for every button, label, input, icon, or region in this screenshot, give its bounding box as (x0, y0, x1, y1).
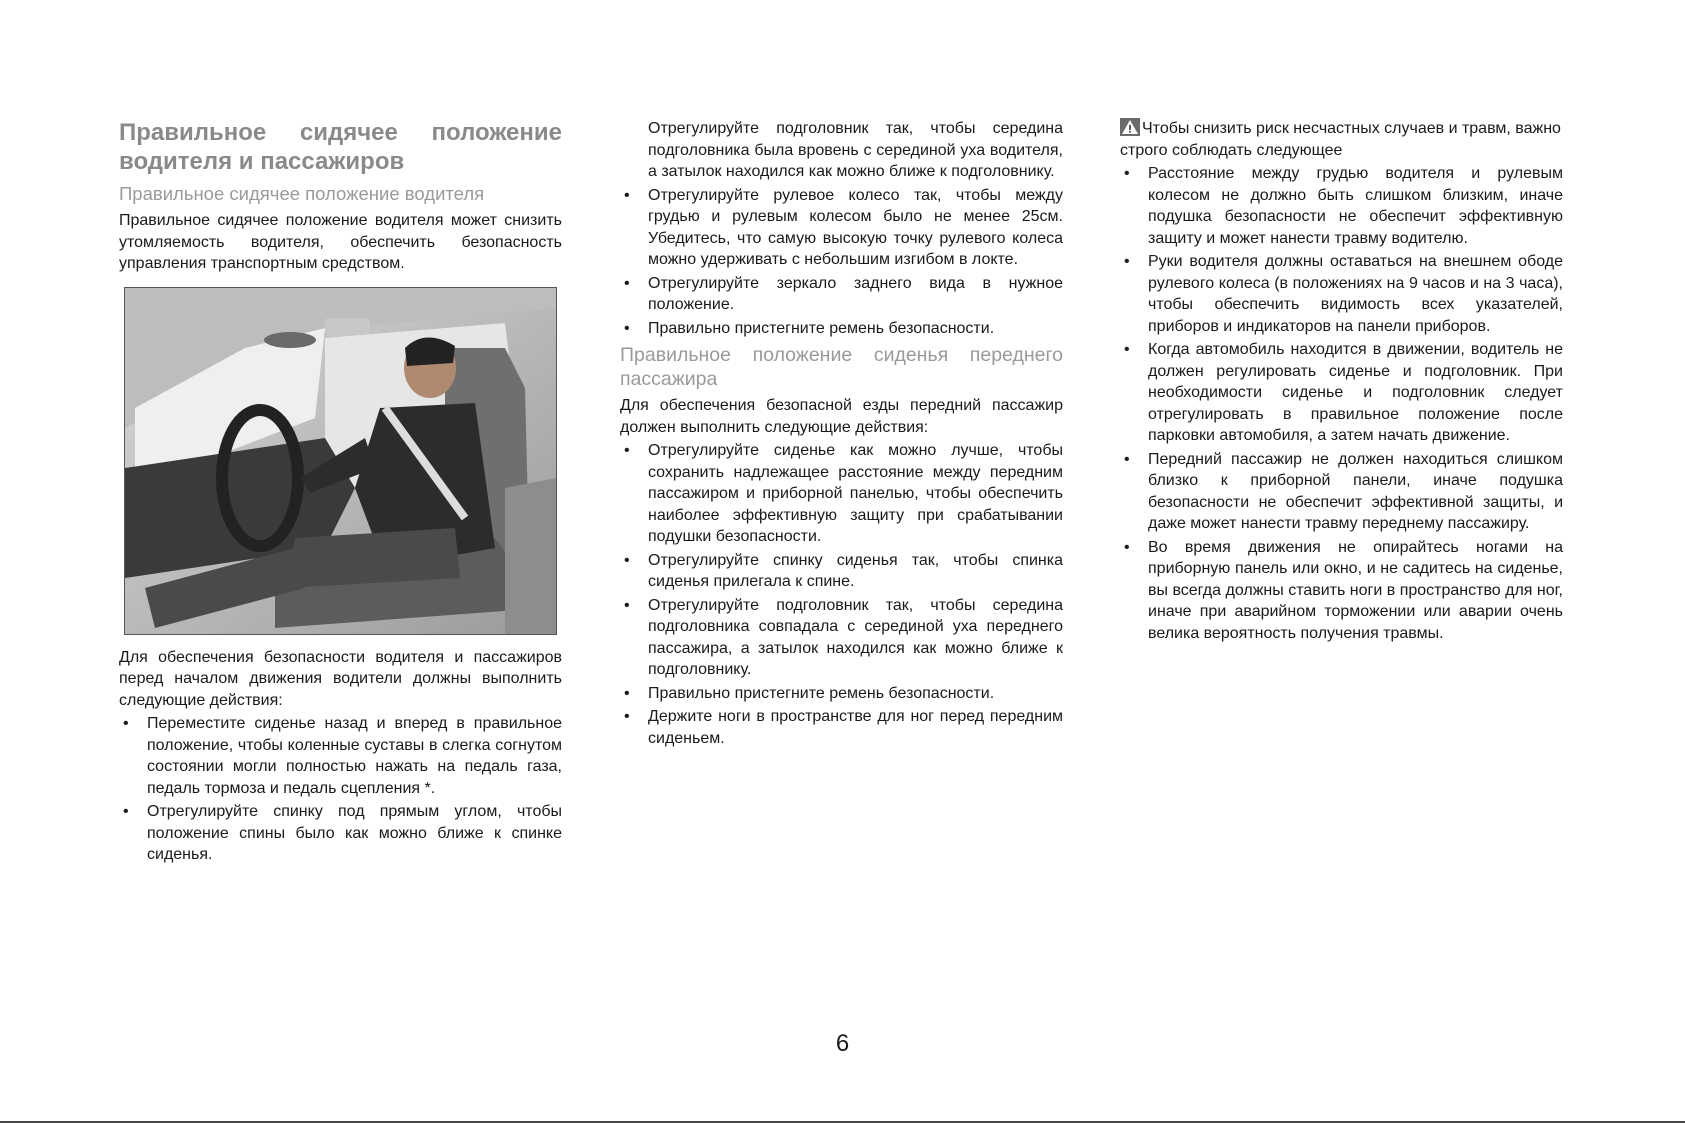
list-item: • Руки водителя должны оставаться на внешнем ободе рулевого колеса (в положениях на 9 часов и на 3 часа), чтобы обеспечить видимость всех указателей, приборов и индикаторов на панели приборов. (1120, 251, 1563, 337)
warning-list (1120, 163, 1563, 644)
list-item: • Правильно пристегните ремень безопасности. (620, 683, 1063, 705)
headrest-driver-text: Отрегулируйте подголовник так, чтобы середина подголовника была вровень с серединой уха водителя, а затылок находился как можно ближе к подголовнику. (648, 120, 1063, 180)
middle-column (620, 118, 1063, 749)
list-item: • Держите ноги в пространстве для ног перед передним сиденьем. (620, 706, 1063, 749)
driver-subtitle: Правильное сидячее положение водителя (119, 183, 485, 204)
list-item: • Отрегулируйте подголовник так, чтобы середина подголовника совпадала с серединой уха переднего пассажира, а затылок находился как можно ближе к подголовнику. (620, 595, 1063, 681)
list-item: • Отрегулируйте зеркало заднего вида в нужное положение. (620, 273, 1063, 316)
list-item: • Отрегулируйте спинку под прямым углом, чтобы положение спины было как можно ближе к спинке сиденья. (119, 801, 562, 866)
list-item: • Когда автомобиль находится в движении, водитель не должен регулировать сиденье и подголовник. При необходимости сиденье и подголовник следует отрегулировать в правильное положение после парковки автомобиля, а затем начать движение. (1120, 339, 1563, 447)
driver-seating-illustration (124, 287, 557, 635)
left-column (119, 118, 562, 866)
warning-icon (1120, 118, 1140, 136)
list-item: • Переместите сиденье назад и вперед в правильное положение, чтобы коленные суставы в слегка согнутом состоянии могли полностью нажать на педаль газа, педаль тормоза и педаль сцепления *. (119, 713, 562, 799)
list-item: • Отрегулируйте спинку сиденья так, чтобы спинка сиденья прилегала к спине. (620, 550, 1063, 593)
passenger-subtitle: Правильное положение сиденья переднего пассажира (620, 344, 1063, 390)
section-title: Правильное сидячее положение водителя и пассажиров (119, 119, 562, 175)
list-item: • Расстояние между грудью водителя и рулевым колесом не должно быть слишком близким, иначе подушка безопасности не обеспечит эффективную защиту и может нанести травму водителю. (1120, 163, 1563, 249)
driver-intro: Правильное сидячее положение водителя может снизить утомляемость водителя, обеспечить безопасность управления транспортным средством. (119, 212, 562, 272)
warning-text: Чтобы снизить риск несчастных случаев и травм, важно строго соблюдать следующее (1120, 120, 1561, 159)
driver-steps-list-cont (620, 185, 1063, 340)
list-item: • Отрегулируйте рулевое колесо так, чтобы между грудью и рулевым колесом было не менее 25см. Убедитесь, что самую высокую точку рулевого колеса можно удерживать с небольшим изгибом в локте. (620, 185, 1063, 271)
list-item: • Отрегулируйте сиденье как можно лучше, чтобы сохранить надлежащее расстояние между передним пассажиром и приборной панелью, чтобы обеспечить наиболее эффективную защиту при срабатывании подушки безопасности. (620, 440, 1063, 548)
driver-steps-intro: Для обеспечения безопасности водителя и пассажиров перед началом движения водители должны выполнить следующие действия: (119, 648, 562, 709)
passenger-intro: Для обеспечения безопасной езды передний пассажир должен выполнить следующие действия: (620, 397, 1063, 436)
right-column (1120, 118, 1563, 644)
page-number: 6 (835, 1030, 850, 1057)
list-item: • Правильно пристегните ремень безопасности. (620, 318, 1063, 340)
passenger-steps-list (620, 440, 1063, 749)
warning-paragraph (1120, 118, 1563, 161)
list-item: • Передний пассажир не должен находиться слишком близко к приборной панели, иначе подушка безопасности не обеспечит эффективной защиты, и даже может нанести травму переднему пассажиру. (1120, 449, 1563, 535)
driver-steps-list (119, 713, 562, 866)
list-item: • Во время движения не опирайтесь ногами на приборную панель или окно, и не садитесь на сиденье, вы всегда должны ставить ноги в пространство для ног, иначе при аварийном торможении или аварии очень велика вероятность получения травмы. (1120, 537, 1563, 645)
